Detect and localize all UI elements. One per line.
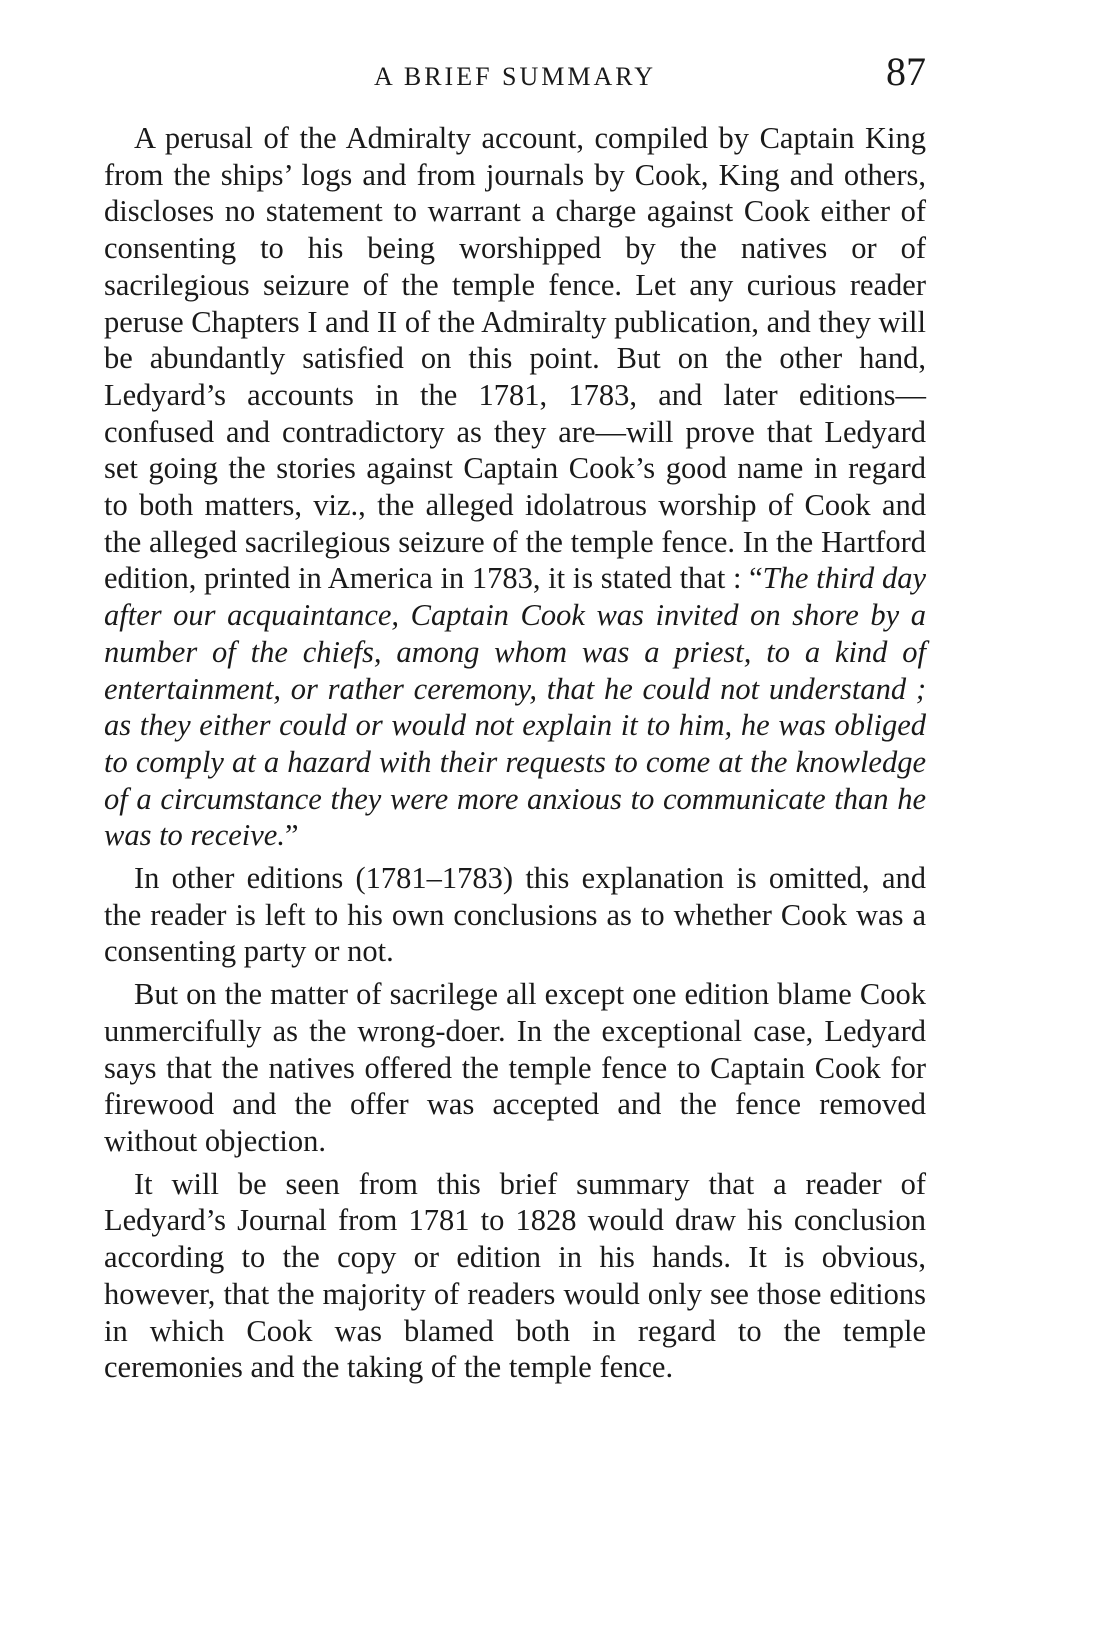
running-title: A BRIEF SUMMARY: [374, 62, 656, 91]
hartford-quote: The third day after our acquaintance, Captain Cook was invited on shore by a number of the chiefs, among whom was a priest, to a kind of entertainment, or rather ceremony, that he could not understand ; as they either could or would not explain it to him, he was obliged to comply at a hazard with their requests to come at the knowledge of a circumstance they were more anxious to communicate than he was to receive.: [104, 561, 926, 853]
page-number: 87: [886, 49, 926, 94]
paragraph-2: In other editions (1781–1783) this explanation is omitted, and the reader is left to his own conclusions as to whether Cook was a consenting party or not.: [104, 861, 926, 969]
running-head: [104, 49, 926, 112]
paragraph-1: [104, 120, 926, 854]
quote-close-mark: ”: [284, 818, 299, 853]
paragraph-4: It will be seen from this brief summary that a reader of Ledyard’s Journal from 1781 to 1828 would draw his conclusion according to the copy or edition in his hands. It is obvious, however, that the majority of readers would only see those editions in which Cook was blamed both in regard to the temple ceremonies and the taking of the temple fence.: [104, 1166, 926, 1385]
body-text: [104, 120, 926, 1386]
paragraph-1-text: A perusal of the Admiralty account, compiled by Captain King from the ships’ logs and from journals by Cook, King and others, discloses no statement to warrant a charge against Cook either of consenting to his being worshipped by the natives or of sacrilegious seizure of the temple fence. Let any curious reader peruse Chapters I and II of the Admiralty publication, and they will be abundantly satisfied on this point. But on the other hand, Ledyard’s accounts in the 1781, 1783, and later editions—confused and contradictory as they are—will prove that Ledyard set going the stories against Captain Cook’s good name in regard to both matters, viz., the alleged idolatrous worship of Cook and the alleged sacrilegious seizure of the temple fence. In the Hartford edition, printed in America in 1783, it is stated that : “: [104, 121, 926, 596]
paragraph-3: But on the matter of sacrilege all except one edition blame Cook unmercifully as the wrong-doer. In the exceptional case, Ledyard says that the natives offered the temple fence to Captain Cook for firewood and the offer was accepted and the fence removed without objection.: [104, 977, 926, 1158]
